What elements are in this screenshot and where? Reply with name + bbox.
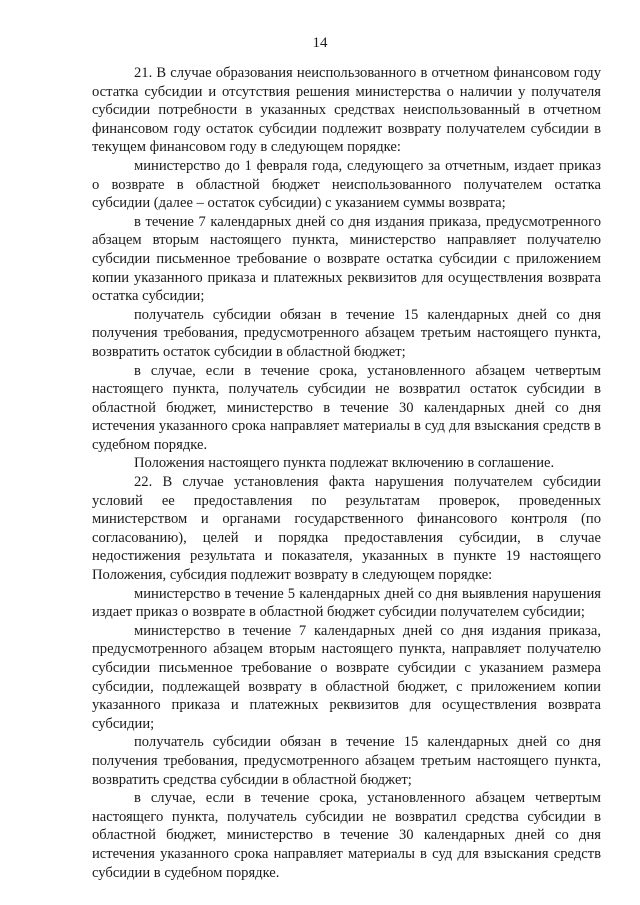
paragraph: в случае, если в течение срока, установленного абзацем четвертым настоящего пункта, получатель субсидии не возвратил остаток субсидии в областной бюджет, министерство в течение 30 календарных дней со дня истечения указанного срока направляет материалы в суд для взыскания средств в судебном порядке. — [92, 362, 601, 453]
paragraph: 22. В случае установления факта нарушения получателем субсидии условий ее предоставления по результатам проверок, проведенных министерством и органами государственного финансового контроля (по согласованию), целей и порядка предоставления субсидии, в случае недостижения результата и показателя, указанных в пункте 19 настоящего Положения, субсидия подлежит возврату в следующем порядке: — [92, 474, 601, 584]
paragraph: получатель субсидии обязан в течение 15 календарных дней со дня получения требования, предусмотренного абзацем третьим настоящего пункта, возвратить остаток субсидии в областной бюджет; — [92, 306, 601, 360]
paragraph: министерство до 1 февраля года, следующего за отчетным, издает приказ о возврате в областной бюджет неиспользованного получателем остатка субсидии (далее – остаток субсидии) с указанием суммы возврата; — [92, 157, 601, 212]
paragraph: Положения настоящего пункта подлежат включению в соглашение. — [134, 455, 555, 472]
paragraph: министерство в течение 5 календарных дней со дня выявления нарушения издает приказ о возврате в областной бюджет субсидии получателем субсидии; — [92, 585, 601, 621]
document-body — [92, 64, 601, 882]
paragraph: в случае, если в течение срока, установленного абзацем четвертым настоящего пункта, получатель субсидии не возвратил средства субсидии в областной бюджет, министерство в течение 30 календарных дней со дня истечения указанного срока направляет материалы в суд для взыскания средств субсидии в судебном порядке. — [92, 790, 601, 881]
paragraph: получатель субсидии обязан в течение 15 календарных дней со дня получения требования, предусмотренного абзацем третьим настоящего пункта, возвратить средства субсидии в областной бюджет; — [92, 734, 601, 788]
paragraph: министерство в течение 7 календарных дней со дня издания приказа, предусмотренного абзацем вторым настоящего пункта, направляет получателю субсидии письменное требование о возврате субсидии с указанием размера субсидии, подлежащей возврату в областной бюджет, с приложением копии указанного приказа и платежных реквизитов для осуществления возврата субсидии; — [92, 622, 601, 732]
paragraph: в течение 7 календарных дней со дня издания приказа, предусмотренного абзацем вторым настоящего пункта, министерство направляет получателю субсидии письменное требование о возврате остатка субсидии с приложением копии указанного приказа и платежных реквизитов для осуществления возврата остатка субсидии; — [92, 213, 601, 305]
page-number: 14 — [312, 35, 328, 51]
paragraph: 21. В случае образования неиспользованного в отчетном финансовом году остатка субсидии и отсутствия решения министерства о наличии у получателя субсидии потребности в указанных средствах неиспользованный в отчетном финансовом году остаток субсидии подлежит возврату получателем субсидии в текущем финансовом году в следующем порядке: — [92, 65, 601, 156]
